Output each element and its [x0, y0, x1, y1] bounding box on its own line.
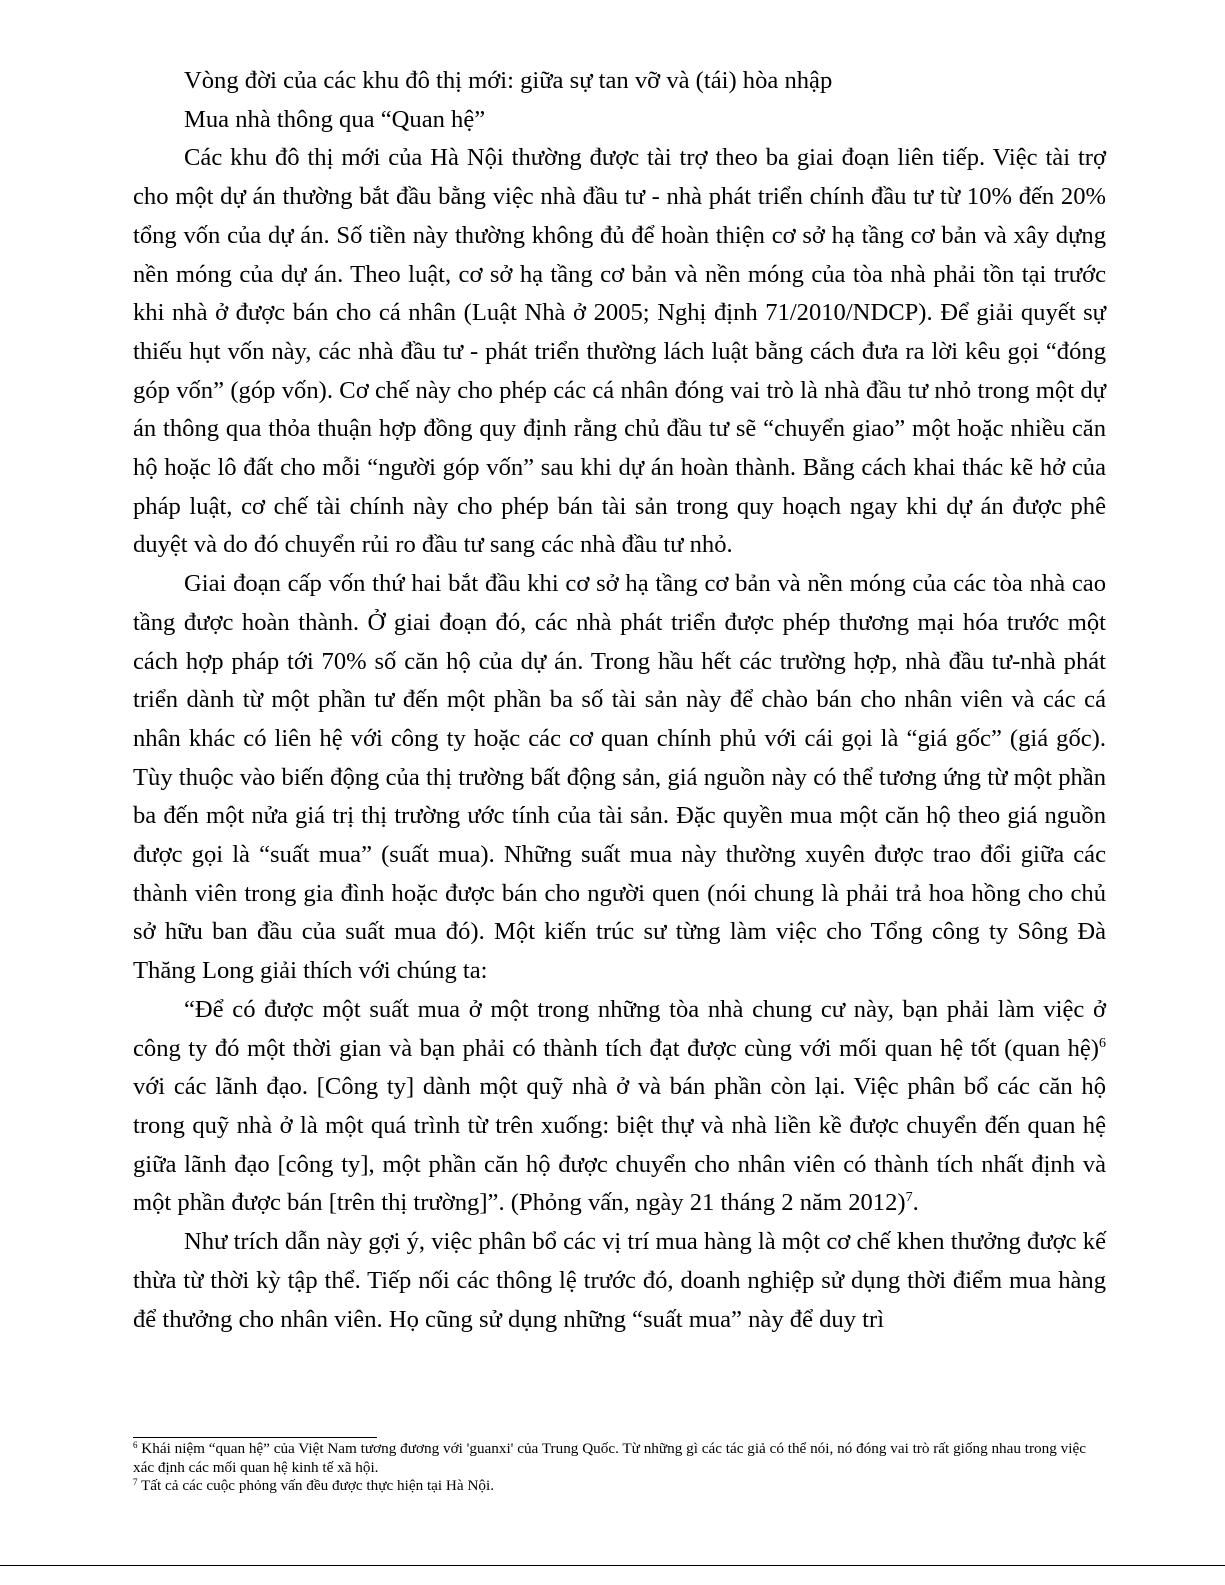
footnote-marker: 7 — [133, 1477, 138, 1487]
footnote-ref-6: 6 — [1099, 1035, 1106, 1051]
paragraph-interview-quote — [133, 991, 1106, 1223]
paragraph-financing-phases: Các khu đô thị mới của Hà Nội thường được tài trợ theo ba giai đoạn liên tiếp. Việc tài trợ cho một dự án thường bắt đầu bằng việc nhà đầu tư - nhà phát triển chính đầu tư từ 10% đến 20% tổng vốn của dự án. Số tiền này thường không đủ để hoàn thiện cơ sở hạ tầng cơ bản và xây dựng nền móng của dự án. Theo luật, cơ sở hạ tầng cơ bản và nền móng của tòa nhà phải tồn tại trước khi nhà ở được bán cho cá nhân (Luật Nhà ở 2005; Nghị định 71/2010/NDCP). Để giải quyết sự thiếu hụt vốn này, các nhà đầu tư - phát triển thường lách luật bằng cách đưa ra lời kêu gọi “đóng góp vốn” (góp vốn). Cơ chế này cho phép các cá nhân đóng vai trò là nhà đầu tư nhỏ trong một dự án thông qua thỏa thuận hợp đồng quy định rằng chủ đầu tư sẽ “chuyển giao” một hoặc nhiều căn hộ hoặc lô đất cho mỗi “người góp vốn” sau khi dự án hoàn thành. Bằng cách khai thác kẽ hở của pháp luật, cơ chế tài chính này cho phép bán tài sản trong quy hoạch ngay khi dự án được phê duyệt và do đó chuyển rủi ro đầu tư sang các nhà đầu tư nhỏ. — [133, 144, 1106, 559]
footnote-text: Khái niệm “quan hệ” của Việt Nam tương đương với 'guanxi' của Trung Quốc. Từ những gì các tác giả có thể nói, nó đóng vai trò rất giống nhau trong việc xác định các mối quan hệ kinh tế xã hội. — [133, 1440, 1086, 1476]
quote-text-part-2: với các lãnh đạo. [Công ty] dành một quỹ nhà ở và bán phần còn lại. Việc phân bổ các căn hộ trong quỹ nhà ở là một quá trình từ trên xuống: biệt thự và nhà liền kề được chuyển đến quan hệ giữa lãnh đạo [công ty], một phần căn hộ được chuyển cho nhân viên có thành tích nhất định và một phần được bán [trên thị trường]”. (Phỏng vấn, ngày 21 tháng 2 năm 2012) — [133, 1073, 1106, 1217]
page-bottom-edge — [0, 1565, 1225, 1566]
footnote-marker: 6 — [133, 1440, 138, 1450]
footnote-separator — [133, 1437, 377, 1438]
footnote-6 — [133, 1440, 1093, 1477]
paragraph-reward-mechanism: Như trích dẫn này gợi ý, việc phân bổ các vị trí mua hàng là một cơ chế khen thưởng được kế thừa từ thời kỳ tập thể. Tiếp nối các thông lệ trước đó, doanh nghiệp sử dụng thời điểm mua hàng để thưởng cho nhân viên. Họ cũng sử dụng những “suất mua” này để duy trì — [133, 1228, 1106, 1333]
body-text — [133, 62, 1106, 1339]
section-heading: Vòng đời của các khu đô thị mới: giữa sự tan vỡ và (tái) hòa nhập — [184, 67, 833, 94]
quote-text-part-1: “Để có được một suất mua ở một trong những tòa nhà chung cư này, bạn phải làm việc ở công ty đó một thời gian và bạn phải có thành tích đạt được cùng với mối quan hệ tốt (quan hệ) — [133, 995, 1106, 1062]
footnotes — [133, 1440, 1093, 1496]
footnote-ref-7: 7 — [905, 1190, 913, 1206]
paragraph-second-phase: Giai đoạn cấp vốn thứ hai bắt đầu khi cơ sở hạ tầng cơ bản và nền móng của các tòa nhà cao tầng được hoàn thành. Ở giai đoạn đó, các nhà phát triển được phép thương mại hóa trước một cách hợp pháp tới 70% số căn hộ của dự án. Trong hầu hết các trường hợp, nhà đầu tư-nhà phát triển dành từ một phần tư đến một phần ba số tài sản này để chào bán cho nhân viên và các cá nhân khác có liên hệ với công ty hoặc các cơ quan chính phủ với cái gọi là “giá gốc” (giá gốc). Tùy thuộc vào biến động của thị trường bất động sản, giá nguồn này có thể tương ứng từ một phần ba đến một nửa giá trị thị trường ước tính của tài sản. Đặc quyền mua một căn hộ theo giá nguồn được gọi là “suất mua” (suất mua). Những suất mua này thường xuyên được trao đổi giữa các thành viên trong gia đình hoặc được bán cho người quen (nói chung là phải trả hoa hồng cho chủ sở hữu ban đầu của suất mua đó). Một kiến trúc sư từng làm việc cho Tổng công ty Sông Đà Thăng Long giải thích với chúng ta: — [133, 570, 1106, 985]
subsection-heading: Mua nhà thông qua “Quan hệ” — [184, 105, 486, 133]
footnote-text: Tất cả các cuộc phỏng vấn đều được thực hiện tại Hà Nội. — [137, 1477, 495, 1494]
footnote-7 — [133, 1477, 1093, 1496]
quote-end: . — [912, 1189, 919, 1217]
